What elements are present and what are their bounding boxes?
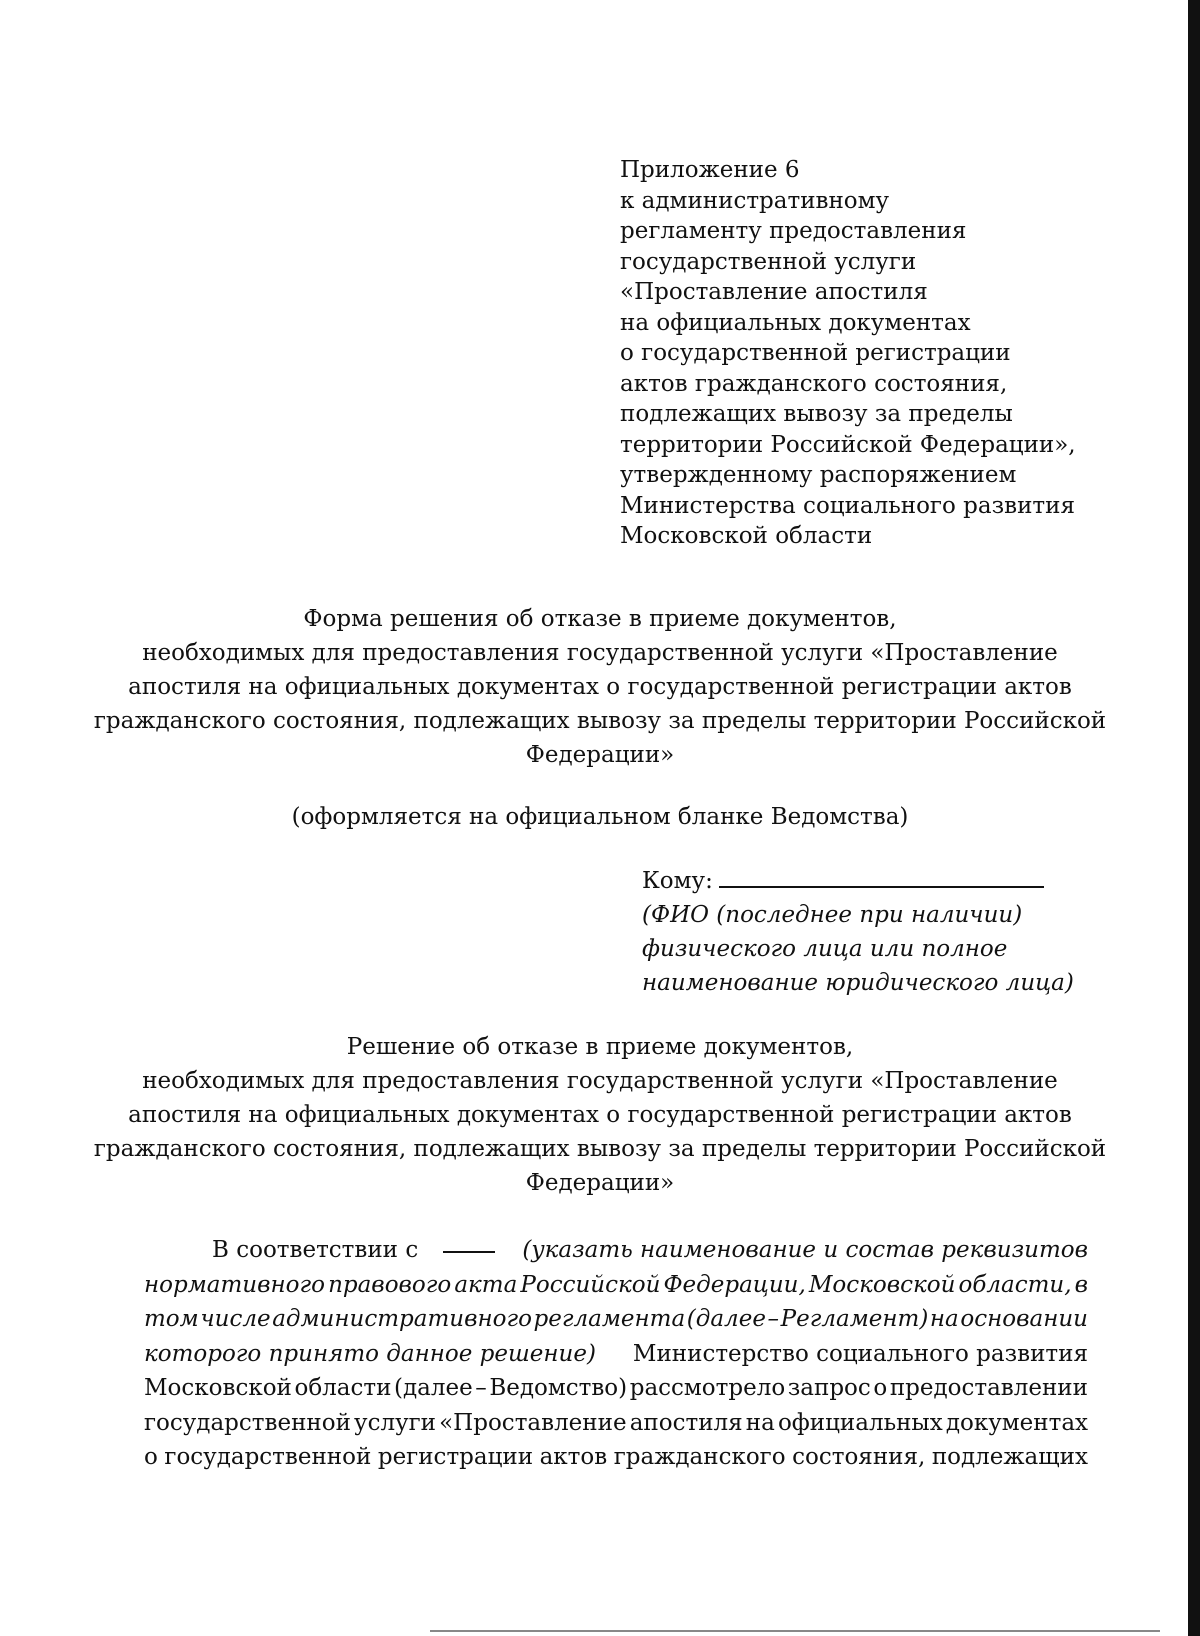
- recipient-block: [642, 864, 1074, 1000]
- body-text-regular-word: актов: [539, 1444, 608, 1470]
- body-text-italic-word: Российской: [520, 1271, 661, 1298]
- body-line: [144, 1371, 1088, 1406]
- body-text-regular-word: «Проставление: [439, 1409, 627, 1436]
- body-text-regular-word: области: [294, 1375, 392, 1401]
- body-text-regular-word: услуги: [354, 1409, 436, 1436]
- appendix-line: территории Российской Федерации»,: [620, 431, 1076, 458]
- body-text-italic: (указать наименование и состав реквизитов: [522, 1237, 1088, 1263]
- body-text-regular-word: о: [873, 1375, 888, 1401]
- body-text-regular: В соответствии с: [212, 1237, 419, 1263]
- body-text-regular: Министерство социального развития: [632, 1340, 1088, 1367]
- body-line: [144, 1302, 1088, 1337]
- body-text-italic-word: нормативного: [144, 1271, 325, 1298]
- body-line: [144, 1337, 1088, 1372]
- body-text-italic-word: в: [1074, 1271, 1088, 1298]
- body-text-regular-word: Ведомство): [489, 1375, 628, 1401]
- body-line: [144, 1233, 1088, 1268]
- appendix-line: Министерства социального развития: [620, 492, 1075, 519]
- form-title-line: апостиля на официальных документах о государственной регистрации актов: [128, 674, 1072, 700]
- appendix-line: о государственной регистрации: [620, 340, 1011, 366]
- body-text-regular-word: государственной: [164, 1444, 372, 1470]
- form-title-line: гражданского состояния, подлежащих вывозу за пределы территории Российской: [93, 708, 1107, 734]
- body-text-italic-word: правового: [328, 1271, 452, 1298]
- body-text-regular-word: подлежащих: [931, 1444, 1088, 1470]
- body-text-regular-word: официальных: [777, 1409, 943, 1436]
- body-text-italic-word: регламента: [533, 1306, 686, 1332]
- appendix-line: подлежащих вывозу за пределы: [620, 401, 1013, 427]
- appendix-line: Приложение 6: [620, 157, 800, 183]
- body-text-regular-word: Московской: [144, 1375, 292, 1401]
- appendix-line: «Проставление апостиля: [620, 279, 928, 305]
- appendix-line: на официальных документах: [620, 309, 971, 336]
- scan-bottom-line: [430, 1630, 1160, 1632]
- body-line: [144, 1268, 1088, 1303]
- recipient-label: Кому:: [642, 868, 713, 894]
- body-text-italic: которого принято данное решение): [144, 1340, 596, 1367]
- recipient-hint-line: наименование юридического лица): [642, 970, 1074, 996]
- form-title: [80, 602, 1120, 772]
- appendix-line: регламенту предоставления: [620, 218, 967, 244]
- decision-title-line: Федерации»: [525, 1170, 675, 1196]
- body-text-regular-word: гражданского: [613, 1444, 786, 1470]
- appendix-line: Московской области: [620, 523, 873, 549]
- body-text-italic-word: –: [767, 1306, 780, 1332]
- body-paragraph: [144, 1233, 1088, 1475]
- recipient-blank-field: [719, 864, 1044, 888]
- appendix-line: утвержденному распоряжением: [620, 462, 1017, 488]
- body-line: [144, 1440, 1088, 1475]
- body-line: [144, 1406, 1088, 1441]
- form-title-line: необходимых для предоставления государственной услуги «Проставление: [142, 640, 1058, 666]
- body-text-regular-word: –: [475, 1375, 487, 1401]
- body-text-italic-word: Московской: [808, 1271, 956, 1298]
- body-text-italic-word: числе: [200, 1306, 271, 1332]
- appendix-line: государственной услуги: [620, 248, 917, 275]
- body-text-italic-word: (далее: [686, 1306, 766, 1332]
- scan-edge-shadow: [1188, 0, 1200, 1636]
- body-text-regular-word: о: [144, 1444, 158, 1470]
- decision-title-line: необходимых для предоставления государственной услуги «Проставление: [142, 1068, 1058, 1094]
- body-text-regular-word: состояния,: [792, 1444, 926, 1470]
- body-text-italic-word: Регламент): [780, 1306, 929, 1332]
- appendix-line: актов гражданского состояния,: [620, 370, 1008, 397]
- body-blank-field: [443, 1233, 495, 1253]
- decision-title-line: гражданского состояния, подлежащих вывозу за пределы территории Российской: [93, 1136, 1107, 1162]
- form-title-line: Федерации»: [525, 742, 675, 768]
- body-text-regular-word: запрос: [787, 1375, 871, 1401]
- body-text-regular-word: апостиля: [629, 1409, 743, 1436]
- blank-note-text: (оформляется на официальном бланке Ведомства): [291, 804, 909, 830]
- decision-title: [80, 1030, 1120, 1200]
- blank-note: [80, 800, 1120, 834]
- body-text-regular-word: регистрации: [377, 1444, 534, 1470]
- appendix-header: [620, 155, 1140, 552]
- decision-title-line: апостиля на официальных документах о государственной регистрации актов: [128, 1102, 1072, 1128]
- body-text-regular-word: рассмотрело: [629, 1375, 786, 1401]
- recipient-hint-line: (ФИО (последнее при наличии): [642, 902, 1023, 928]
- appendix-line: к административному: [620, 187, 890, 214]
- body-text-italic-word: административного: [272, 1306, 532, 1332]
- body-text-regular-word: государственной: [144, 1409, 351, 1436]
- recipient-row: [642, 864, 1062, 898]
- recipient-hint-line: физического лица или полное: [642, 936, 1008, 962]
- body-text-italic-word: на: [929, 1306, 959, 1332]
- body-text-italic-word: Федерации,: [663, 1271, 806, 1298]
- body-text-regular-word: (далее: [394, 1375, 473, 1401]
- body-text-regular-word: документах: [945, 1409, 1088, 1436]
- body-text-italic-word: основании: [960, 1306, 1088, 1332]
- body-text-italic-word: области,: [958, 1271, 1072, 1298]
- form-title-line: Форма решения об отказе в приеме документов,: [303, 606, 897, 632]
- decision-title-line: Решение об отказе в приеме документов,: [346, 1034, 854, 1060]
- body-text-regular-word: на: [745, 1409, 775, 1436]
- body-text-italic-word: том: [144, 1306, 199, 1332]
- body-text-regular-word: предоставлении: [889, 1375, 1088, 1401]
- body-text-italic-word: акта: [454, 1271, 518, 1298]
